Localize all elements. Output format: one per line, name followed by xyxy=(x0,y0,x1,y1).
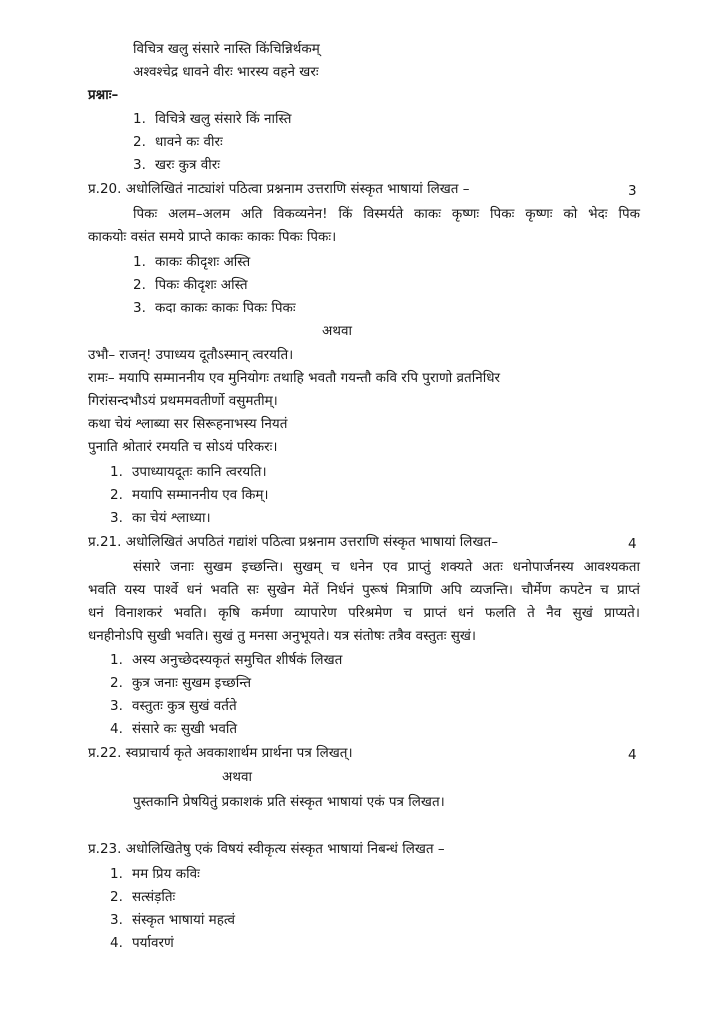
question-instruction: अधोलिखितेषु एकं विषयं स्वीकृत्य संस्कृत भाषायां निबन्धं लिखत – xyxy=(125,841,445,857)
list-text: धावने कः वीरः xyxy=(155,134,223,150)
list-number: 4. xyxy=(110,935,123,951)
dialogue-line: गिरांसन्दभौऽयं प्रथममवतीर्णो वसुमतीम्। xyxy=(88,393,278,409)
verse-line: अश्वश्चेद्र धावने वीरः भारस्य वहने खरः xyxy=(133,64,319,80)
dialogue-line: पुनाति श्रोतारं रमयति च सोऽयं परिकरः। xyxy=(88,439,278,455)
list-item xyxy=(110,651,342,669)
list-text: का चेयं श्लाध्या। xyxy=(132,510,211,526)
list-text: अस्य अनुच्छेदस्यकृतं समुचित शीर्षकं लिखत xyxy=(132,652,343,668)
marks: 4 xyxy=(628,747,637,763)
list-number: 4. xyxy=(110,721,123,737)
question-22-heading xyxy=(88,744,353,762)
passage-line: काकयोः वसंत समये प्राप्ते काकः काकः पिकः पिकः। xyxy=(88,229,337,245)
passage-line: भवति यस्य पार्श्वे धनं भवति सः सुखेन मेतें निर्धनं पुरूषं मित्राणि अपि व्यजन्ति। चौर्मेण कपटेन च प्राप्तं xyxy=(88,582,640,598)
list-item xyxy=(110,911,235,929)
list-item xyxy=(133,299,296,317)
list-number: 1. xyxy=(110,652,123,668)
question-label: प्र.20. xyxy=(88,181,122,197)
list-item xyxy=(110,674,251,692)
list-number: 1. xyxy=(110,464,123,480)
verse-line: विचित्र खलु संसारे नास्ति किंचिन्निर्थकम् xyxy=(133,41,320,57)
list-text: उपाध्यायदूतः कानि त्वरयति। xyxy=(132,464,267,480)
passage-line: धनं विनाशकरं भवति। कृषि कर्मणा व्यापारेण परिश्रमेण च प्राप्तं धनं फलति ते नैव सुखं प्राप्यते। xyxy=(88,605,640,621)
list-item xyxy=(133,110,291,128)
list-number: 3. xyxy=(110,510,123,526)
list-text: पिकः कीदृशः अस्ति xyxy=(155,277,248,293)
passage-line: पिकः अलम–अलम अति विकव्यनेन! किं विस्मर्यते काकः कृष्णः पिकः कृष्णः को भेदः पिक xyxy=(133,206,640,222)
question-instruction: स्वप्राचार्य कृते अवकाशार्थम प्रार्थना पत्र लिखत्। xyxy=(125,745,353,761)
list-number: 3. xyxy=(133,300,146,316)
list-item xyxy=(110,720,237,738)
list-item xyxy=(133,156,220,174)
list-text: पर्यावरणं xyxy=(132,935,174,951)
alt-question: पुस्तकानि प्रेषयितुं प्रकाशकं प्रति संस्कृत भाषायां एकं पत्र लिखत। xyxy=(133,794,445,810)
marks: 3 xyxy=(628,183,637,199)
list-item xyxy=(110,888,175,906)
question-label: प्र.21. xyxy=(88,534,122,550)
list-item xyxy=(110,697,237,715)
list-text: खरः कुत्र वीरः xyxy=(155,157,220,173)
question-21-heading xyxy=(88,533,498,551)
passage-line: संसारे जनाः सुखम इच्छन्ति। सुखम् च धनेन एव प्राप्तुं शक्यते अतः धनोपार्जनस्य आवश्यकता xyxy=(133,559,640,575)
marks: 4 xyxy=(628,536,637,552)
list-number: 3. xyxy=(133,157,146,173)
list-text: संस्कृत भाषायां महत्वं xyxy=(132,912,235,928)
question-instruction: अधोलिखितं अपठितं गद्यांशं पठित्वा प्रश्ननाम उत्तराणि संस्कृत भाषायां लिखत– xyxy=(125,534,498,550)
list-number: 2. xyxy=(110,675,123,691)
list-item xyxy=(133,253,250,271)
or-label: अथवा xyxy=(322,323,352,339)
question-label: प्र.23. xyxy=(88,841,122,857)
list-number: 2. xyxy=(133,134,146,150)
question-23-heading xyxy=(88,840,445,858)
dialogue-line: उभौ– राजन्! उपाध्यय दूतौऽस्मान् त्वरयति। xyxy=(88,347,294,363)
list-text: कुत्र जनाः सुखम इच्छन्ति xyxy=(132,675,252,691)
dialogue-line: रामः– मयापि सम्माननीय एव मुनियोगः तथाहि भवतौ गयन्तौ कवि रपि पुराणो व्रतनिधिर xyxy=(88,370,501,386)
list-text: मम प्रिय कविः xyxy=(132,866,200,882)
or-label: अथवा xyxy=(222,769,252,785)
list-number: 2. xyxy=(133,277,146,293)
list-text: विचित्रे खलु संसारे किं नास्ति xyxy=(155,111,292,127)
list-number: 2. xyxy=(110,889,123,905)
list-number: 3. xyxy=(110,912,123,928)
list-text: संसारे कः सुखी भवति xyxy=(132,721,238,737)
list-item xyxy=(133,276,248,294)
list-item xyxy=(110,934,174,952)
list-item xyxy=(133,133,223,151)
list-item xyxy=(110,463,267,481)
dialogue-line: कथा चेयं श्लाब्या सर सिरूहनाभस्य नियतं xyxy=(88,416,288,432)
question-label: प्र.22. xyxy=(88,745,122,761)
question-instruction: अधोलिखितं नाट्यांशं पठित्वा प्रश्ननाम उत्तराणि संस्कृत भाषायां लिखत – xyxy=(125,181,470,197)
list-item xyxy=(110,486,269,504)
list-number: 2. xyxy=(110,487,123,503)
list-number: 3. xyxy=(110,698,123,714)
list-text: मयापि सम्माननीय एव किम्। xyxy=(132,487,269,503)
list-number: 1. xyxy=(110,866,123,882)
list-item xyxy=(110,865,200,883)
passage-line: धनहीनोऽपि सुखी भवति। सुखं तु मनसा अनुभूयते। यत्र संतोषः तत्रैव वस्तुतः सुखं। xyxy=(88,628,477,644)
list-number: 1. xyxy=(133,254,146,270)
list-text: कदा काकः काकः पिकः पिकः xyxy=(155,300,296,316)
list-text: वस्तुतः कुत्र सुखं वर्तते xyxy=(132,698,237,714)
list-item xyxy=(110,509,211,527)
list-text: सत्संड़तिः xyxy=(132,889,176,905)
list-number: 1. xyxy=(133,111,146,127)
list-text: काकः कीदृशः अस्ति xyxy=(155,254,251,270)
question-20-heading xyxy=(88,180,470,198)
questions-heading: प्रश्नाः– xyxy=(88,87,119,103)
